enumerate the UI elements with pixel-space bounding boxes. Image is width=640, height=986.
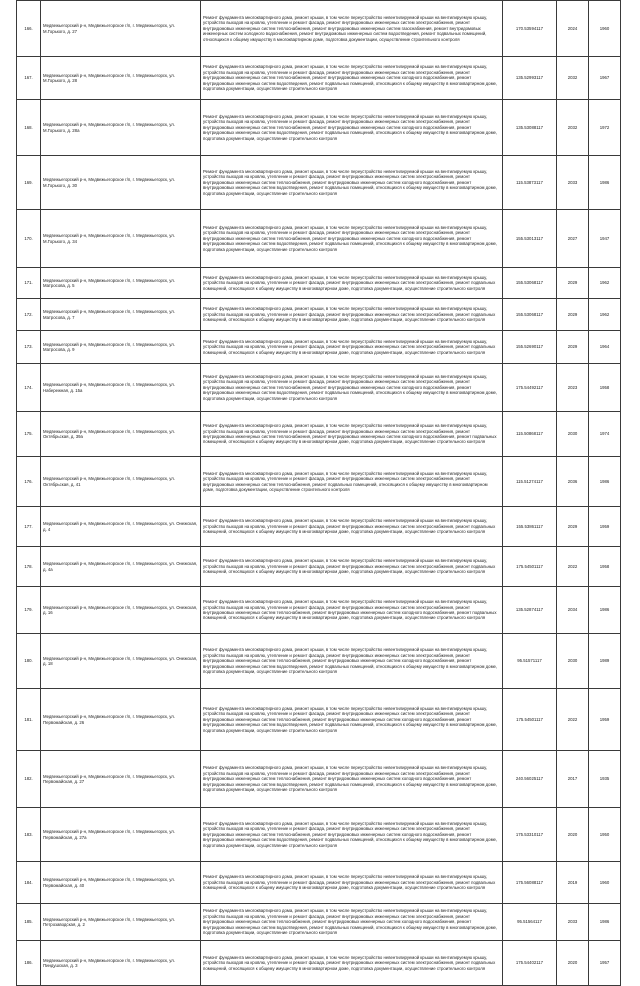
address-cell: Медвежьегорский р-н, Медвежьегорское г/п, г. Медвежьегорск, ул. Набережная, д. 15а <box>41 364 201 412</box>
planned-year-cell: 2032 <box>557 100 589 156</box>
works-description-cell: Ремонт фундамента многоквартирного дома, ремонт крыши, в том числе переустройство невентилируемой крыши на вентилируемую крышу, устройство выходов на кровлю, утепление и ремонт фасада, ремонт внутридомовых инженерных систем электроснабжения, ремонт подвальных помещений, относящихся к общему имуществу в многоквартирном доме, подготовка документации, осуществление строительного контроля <box>201 331 503 364</box>
row-number-cell: 173. <box>17 331 41 364</box>
works-description-cell: Ремонт фундамента многоквартирного дома, ремонт крыши, в том числе переустройство невентилируемой крыши на вентилируемую крышу, устройство выходов на кровлю, утепление и ремонт фасада, ремонт внутридомовых инженерных систем электроснабжения, ремонт внутридомовых инженерных систем теплоснабжения, ремонт подвальных помещений, относящихся к общему имуществу в многоквартирном доме, подготовка документации, осуществление строительного контроля <box>201 457 503 507</box>
cost-cell: 175.56088117 <box>503 862 557 904</box>
address-cell: Медвежьегорский р-н, Медвежьегорское г/п, г. Медвежьегорск, ул. Онежская, д. 18 <box>41 634 201 689</box>
cost-cell: 135.53088117 <box>503 100 557 156</box>
cost-cell: 155.52690117 <box>503 331 557 364</box>
works-description-cell: Ремонт фундамента многоквартирного дома, ремонт крыши, в том числе переустройство невентилируемой крыши на вентилируемую крышу, устройство выходов на кровлю, утепление и ремонт фасада, ремонт внутридомовых инженерных систем электроснабжения, ремонт внутридомовых инженерных систем теплоснабжения, ремонт внутридомовых инженерных систем холодного водоснабжения, ремонт подвальных помещений, относящихся к общему имуществу в многоквартирном доме, подготовка документации, осуществление строительного контроля <box>201 412 503 457</box>
cost-cell: 155.53861117 <box>503 507 557 547</box>
table-row <box>17 412 621 457</box>
works-description-cell: Ремонт фундамента многоквартирного дома, ремонт крыши, в том числе переустройство невентилируемой крыши на вентилируемую крышу, устройство выходов на кровлю, утепление и ремонт фасада, ремонт внутридомовых инженерных систем электроснабжения, ремонт подвальных помещений, относящихся к общему имуществу в многоквартирном доме, подготовка документации, осуществление строительного контроля <box>201 862 503 904</box>
address-cell: Медвежьегорский р-н, Медвежьегорское г/п, г. Медвежьегорск, ул. Пиндушская, д. 3 <box>41 941 201 986</box>
planned-year-cell: 2034 <box>557 587 589 634</box>
address-cell: Медвежьегорский р-н, Медвежьегорское г/п, г. Медвежьегорск, ул. Октябрьская, д. 41 <box>41 457 201 507</box>
works-description-cell: Ремонт фундамента многоквартирного дома, ремонт крыши, в том числе переустройство невентилируемой крыши на вентилируемую крышу, устройство выходов на кровлю, утепление и ремонт фасада, ремонт внутридомовых инженерных систем электроснабжения, ремонт подвальных помещений, относящихся к общему имуществу в многоквартирном доме, подготовка документации, осуществление строительного контроля <box>201 941 503 986</box>
works-description-cell: Ремонт фундамента многоквартирного дома, ремонт крыши, в том числе переустройство невентилируемой крыши на вентилируемую крышу, устройство выходов на кровлю, утепление и ремонт фасада, ремонт внутридомовых инженерных систем электроснабжения, ремонт внутридомовых инженерных систем теплоснабжения, ремонт внутридомовых инженерных систем холодного водоснабжения, ремонт внутридомовых инженерных систем водоотведения, ремонт подвальных помещений, относящихся к общему имуществу в многоквартирном доме, подготовка документации, осуществление строительного контроля <box>201 100 503 156</box>
table-row <box>17 1 621 57</box>
works-description-cell: Ремонт фундамента многоквартирного дома, ремонт крыши, в том числе переустройство невентилируемой крыши на вентилируемую крышу, устройство выходов на кровлю, утепление и ремонт фасада, ремонт внутридомовых инженерных систем электроснабжения, ремонт подвальных помещений, относящихся к общему имуществу в многоквартирном доме, подготовка документации, осуществление строительного контроля <box>201 299 503 331</box>
cost-cell: 155.53013117 <box>503 210 557 268</box>
table-row <box>17 457 621 507</box>
row-number-cell: 170. <box>17 210 41 268</box>
cost-cell: 115.51274117 <box>503 457 557 507</box>
address-cell: Медвежьегорский р-н, Медвежьегорское г/п, г. Медвежьегорск, ул. М.Горького, д. 28 <box>41 57 201 100</box>
table-row <box>17 587 621 634</box>
row-number-cell: 177. <box>17 507 41 547</box>
works-description-cell: Ремонт фундамента многоквартирного дома, ремонт крыши, в том числе переустройство невентилируемой крыши на вентилируемую крышу, устройство выходов на кровлю, утепление и ремонт фасада, ремонт внутридомовых инженерных систем электроснабжения, ремонт подвальных помещений, относящихся к общему имуществу в многоквартирном доме, подготовка документации, осуществление строительного контроля <box>201 507 503 547</box>
table-row <box>17 100 621 156</box>
row-number-cell: 176. <box>17 457 41 507</box>
cost-cell: 135.52874117 <box>503 587 557 634</box>
table-row <box>17 689 621 751</box>
row-number-cell: 172. <box>17 299 41 331</box>
build-year-cell: 1959 <box>589 507 621 547</box>
cost-cell: 170.53594117 <box>503 1 557 57</box>
address-cell: Медвежьегорский р-н, Медвежьегорское г/п, г. Медвежьегорск, ул. Первомайская, д. 27 <box>41 751 201 808</box>
cost-cell: 115.53873117 <box>503 156 557 210</box>
planned-year-cell: 2030 <box>557 634 589 689</box>
table-body <box>17 1 621 986</box>
build-year-cell: 1986 <box>589 587 621 634</box>
build-year-cell: 1962 <box>589 268 621 299</box>
build-year-cell: 1957 <box>589 941 621 986</box>
row-number-cell: 169. <box>17 156 41 210</box>
row-number-cell: 168. <box>17 100 41 156</box>
build-year-cell: 1964 <box>589 331 621 364</box>
cost-cell: 95.51564117 <box>503 904 557 941</box>
works-description-cell: Ремонт фундамента многоквартирного дома, ремонт крыши, в том числе переустройство невентилируемой крыши на вентилируемую крышу, устройство выходов на кровлю, утепление и ремонт фасада, ремонт внутридомовых инженерных систем электроснабжения, ремонт внутридомовых инженерных систем теплоснабжения, ремонт внутридомовых инженерных систем холодного водоснабжения, ремонт внутридомовых инженерных систем водоотведения, ремонт подвальных помещений, относящихся к общему имуществу в многоквартирном доме, подготовка документации, осуществление строительного контроля <box>201 751 503 808</box>
works-description-cell: Ремонт фундамента многоквартирного дома, ремонт крыши, в том числе переустройство невентилируемой крыши на вентилируемую крышу, устройство выходов на кровлю, утепление и ремонт фасада, ремонт внутридомовых инженерных систем электроснабжения, ремонт внутридомовых инженерных систем теплоснабжения, ремонт внутридомовых инженерных систем газоснабжения, ремонт внутридомовых инженерных систем холодного водоснабжения, ремонт внутридомовых инженерных систем водоотведения, ремонт подвальных помещений, относящихся к общему имуществу в многоквартирном доме, подготовка документации, осуществление строительного контроля <box>201 1 503 57</box>
build-year-cell: 1960 <box>589 1 621 57</box>
works-description-cell: Ремонт фундамента многоквартирного дома, ремонт крыши, в том числе переустройство невентилируемой крыши на вентилируемую крышу, устройство выходов на кровлю, утепление и ремонт фасада, ремонт внутридомовых инженерных систем электроснабжения, ремонт внутридомовых инженерных систем теплоснабжения, ремонт внутридомовых инженерных систем холодного водоснабжения, ремонт внутридомовых инженерных систем водоотведения, ремонт подвальных помещений, относящихся к общему имуществу в многоквартирном доме, подготовка документации, осуществление строительного контроля <box>201 634 503 689</box>
build-year-cell: 1962 <box>589 299 621 331</box>
planned-year-cell: 2029 <box>557 268 589 299</box>
build-year-cell: 1972 <box>589 100 621 156</box>
row-number-cell: 185. <box>17 904 41 941</box>
row-number-cell: 178. <box>17 547 41 587</box>
row-number-cell: 183. <box>17 808 41 862</box>
works-description-cell: Ремонт фундамента многоквартирного дома, ремонт крыши, в том числе переустройство невентилируемой крыши на вентилируемую крышу, устройство выходов на кровлю, утепление и ремонт фасада, ремонт внутридомовых инженерных систем электроснабжения, ремонт внутридомовых инженерных систем теплоснабжения, ремонт внутридомовых инженерных систем холодного водоснабжения, ремонт подвальных помещений, относящихся к общему имуществу в многоквартирном доме, подготовка документации, осуществление строительного контроля <box>201 587 503 634</box>
build-year-cell: 1947 <box>589 210 621 268</box>
cost-cell: 155.53068117 <box>503 268 557 299</box>
document-page <box>16 0 620 971</box>
row-number-cell: 179. <box>17 587 41 634</box>
build-year-cell: 1959 <box>589 689 621 751</box>
row-number-cell: 184. <box>17 862 41 904</box>
repair-schedule-table <box>16 0 621 986</box>
build-year-cell: 1960 <box>589 862 621 904</box>
address-cell: Медвежьегорский р-н, Медвежьегорское г/п, г. Медвежьегорск, ул. Онежская, д. 4а <box>41 547 201 587</box>
build-year-cell: 1986 <box>589 457 621 507</box>
works-description-cell: Ремонт фундамента многоквартирного дома, ремонт крыши, в том числе переустройство невентилируемой крыши на вентилируемую крышу, устройство выходов на кровлю, утепление и ремонт фасада, ремонт внутридомовых инженерных систем электроснабжения, ремонт подвальных помещений, относящихся к общему имуществу в многоквартирном доме, подготовка документации, осуществление строительного контроля <box>201 268 503 299</box>
table-row <box>17 331 621 364</box>
cost-cell: 155.53068117 <box>503 299 557 331</box>
planned-year-cell: 2036 <box>557 457 589 507</box>
cost-cell: 135.52993117 <box>503 57 557 100</box>
table-row <box>17 57 621 100</box>
planned-year-cell: 2019 <box>557 862 589 904</box>
row-number-cell: 186. <box>17 941 41 986</box>
planned-year-cell: 2023 <box>557 364 589 412</box>
works-description-cell: Ремонт фундамента многоквартирного дома, ремонт крыши, в том числе переустройство невентилируемой крыши на вентилируемую крышу, устройство выходов на кровлю, утепление и ремонт фасада, ремонт внутридомовых инженерных систем электроснабжения, ремонт подвальных помещений, относящихся к общему имуществу в многоквартирном доме, подготовка документации, осуществление строительного контроля <box>201 547 503 587</box>
works-description-cell: Ремонт фундамента многоквартирного дома, ремонт крыши, в том числе переустройство невентилируемой крыши на вентилируемую крышу, устройство выходов на кровлю, утепление и ремонт фасада, ремонт внутридомовых инженерных систем электроснабжения, ремонт внутридомовых инженерных систем теплоснабжения, ремонт внутридомовых инженерных систем холодного водоснабжения, ремонт внутридомовых инженерных систем водоотведения, ремонт подвальных помещений, относящихся к общему имуществу в многоквартирном доме, подготовка документации, осуществление строительного контроля <box>201 364 503 412</box>
planned-year-cell: 2022 <box>557 689 589 751</box>
cost-cell: 175.54492117 <box>503 364 557 412</box>
planned-year-cell: 2022 <box>557 547 589 587</box>
address-cell: Медвежьегорский р-н, Медвежьегорское г/п, г. Медвежьегорск, ул. М.Горького, д. 27 <box>41 1 201 57</box>
table-row <box>17 547 621 587</box>
row-number-cell: 167. <box>17 57 41 100</box>
build-year-cell: 1974 <box>589 412 621 457</box>
build-year-cell: 1935 <box>589 751 621 808</box>
planned-year-cell: 2033 <box>557 904 589 941</box>
planned-year-cell: 2020 <box>557 941 589 986</box>
table-row <box>17 862 621 904</box>
planned-year-cell: 2017 <box>557 751 589 808</box>
address-cell: Медвежьегорский р-н, Медвежьегорское г/п, г. Медвежьегорск, ул. Петрозаводская, д. 2 <box>41 904 201 941</box>
planned-year-cell: 2032 <box>557 57 589 100</box>
row-number-cell: 171. <box>17 268 41 299</box>
address-cell: Медвежьегорский р-н, Медвежьегорское г/п, г. Медвежьегорск, ул. Первомайская, д. 40 <box>41 862 201 904</box>
planned-year-cell: 2029 <box>557 331 589 364</box>
address-cell: Медвежьегорский р-н, Медвежьегорское г/п, г. Медвежьегорск, ул. Матросова, д. 5 <box>41 268 201 299</box>
table-row <box>17 507 621 547</box>
table-row <box>17 299 621 331</box>
table-row <box>17 751 621 808</box>
cost-cell: 175.54501117 <box>503 547 557 587</box>
table-row <box>17 156 621 210</box>
works-description-cell: Ремонт фундамента многоквартирного дома, ремонт крыши, в том числе переустройство невентилируемой крыши на вентилируемую крышу, устройство выходов на кровлю, утепление и ремонт фасада, ремонт внутридомовых инженерных систем электроснабжения, ремонт внутридомовых инженерных систем теплоснабжения, ремонт внутридомовых инженерных систем холодного водоснабжения, ремонт внутридомовых инженерных систем водоотведения, ремонт подвальных помещений, относящихся к общему имуществу в многоквартирном доме, подготовка документации, осуществление строительного контроля <box>201 689 503 751</box>
table-row <box>17 364 621 412</box>
planned-year-cell: 2030 <box>557 412 589 457</box>
row-number-cell: 174. <box>17 364 41 412</box>
row-number-cell: 180. <box>17 634 41 689</box>
planned-year-cell: 2033 <box>557 156 589 210</box>
address-cell: Медвежьегорский р-н, Медвежьегорское г/п, г. Медвежьегорск, ул. Матросова, д. 9 <box>41 331 201 364</box>
build-year-cell: 1950 <box>589 808 621 862</box>
cost-cell: 175.53310117 <box>503 808 557 862</box>
build-year-cell: 1986 <box>589 156 621 210</box>
works-description-cell: Ремонт фундамента многоквартирного дома, ремонт крыши, в том числе переустройство невентилируемой крыши на вентилируемую крышу, устройство выходов на кровлю, утепление и ремонт фасада, ремонт внутридомовых инженерных систем электроснабжения, ремонт внутридомовых инженерных систем теплоснабжения, ремонт внутридомовых инженерных систем холодного водоснабжения, ремонт внутридомовых инженерных систем водоотведения, ремонт подвальных помещений, относящихся к общему имуществу в многоквартирном доме, подготовка документации, осуществление строительного контроля <box>201 210 503 268</box>
cost-cell: 95.51571117 <box>503 634 557 689</box>
build-year-cell: 1958 <box>589 364 621 412</box>
address-cell: Медвежьегорский р-н, Медвежьегорское г/п, г. Медвежьегорск, ул. М.Горького, д. 34 <box>41 210 201 268</box>
planned-year-cell: 2029 <box>557 507 589 547</box>
planned-year-cell: 2024 <box>557 1 589 57</box>
planned-year-cell: 2020 <box>557 808 589 862</box>
works-description-cell: Ремонт фундамента многоквартирного дома, ремонт крыши, в том числе переустройство невентилируемой крыши на вентилируемую крышу, устройство выходов на кровлю, утепление и ремонт фасада, ремонт внутридомовых инженерных систем электроснабжения, ремонт внутридомовых инженерных систем теплоснабжения, ремонт внутридомовых инженерных систем холодного водоснабжения, ремонт внутридомовых инженерных систем водоотведения, ремонт подвальных помещений, относящихся к общему имуществу в многоквартирном доме, подготовка документации, осуществление строительного контроля <box>201 57 503 100</box>
table-row <box>17 904 621 941</box>
table-row <box>17 268 621 299</box>
cost-cell: 240.56025117 <box>503 751 557 808</box>
works-description-cell: Ремонт фундамента многоквартирного дома, ремонт крыши, в том числе переустройство невентилируемой крыши на вентилируемую крышу, устройство выходов на кровлю, утепление и ремонт фасада, ремонт внутридомовых инженерных систем электроснабжения, ремонт внутридомовых инженерных систем теплоснабжения, ремонт внутридомовых инженерных систем холодного водоснабжения, ремонт внутридомовых инженерных систем водоотведения, ремонт подвальных помещений, относящихся к общему имуществу в многоквартирном доме, подготовка документации, осуществление строительного контроля <box>201 156 503 210</box>
address-cell: Медвежьегорский р-н, Медвежьегорское г/п, г. Медвежьегорск, ул. М.Горького, д. 28а <box>41 100 201 156</box>
table-row <box>17 941 621 986</box>
table-row <box>17 808 621 862</box>
cost-cell: 175.54501117 <box>503 689 557 751</box>
address-cell: Медвежьегорский р-н, Медвежьегорское г/п, г. Медвежьегорск, ул. Первомайская, д. 27а <box>41 808 201 862</box>
build-year-cell: 1967 <box>589 57 621 100</box>
works-description-cell: Ремонт фундамента многоквартирного дома, ремонт крыши, в том числе переустройство невентилируемой крыши на вентилируемую крышу, устройство выходов на кровлю, утепление и ремонт фасада, ремонт внутридомовых инженерных систем электроснабжения, ремонт внутридомовых инженерных систем теплоснабжения, ремонт внутридомовых инженерных систем холодного водоснабжения, ремонт внутридомовых инженерных систем водоотведения, ремонт подвальных помещений, относящихся к общему имуществу в многоквартирном доме, подготовка документации, осуществление строительного контроля <box>201 904 503 941</box>
cost-cell: 175.54402117 <box>503 941 557 986</box>
build-year-cell: 1989 <box>589 634 621 689</box>
planned-year-cell: 2029 <box>557 299 589 331</box>
works-description-cell: Ремонт фундамента многоквартирного дома, ремонт крыши, в том числе переустройство невентилируемой крыши на вентилируемую крышу, устройство выходов на кровлю, утепление и ремонт фасада, ремонт внутридомовых инженерных систем электроснабжения, ремонт внутридомовых инженерных систем теплоснабжения, ремонт внутридомовых инженерных систем холодного водоснабжения, ремонт внутридомовых инженерных систем водоотведения, ремонт подвальных помещений, относящихся к общему имуществу в многоквартирном доме, подготовка документации, осуществление строительного контроля <box>201 808 503 862</box>
row-number-cell: 175. <box>17 412 41 457</box>
row-number-cell: 166. <box>17 1 41 57</box>
planned-year-cell: 2027 <box>557 210 589 268</box>
address-cell: Медвежьегорский р-н, Медвежьегорское г/п, г. Медвежьегорск, ул. Матросова, д. 7 <box>41 299 201 331</box>
build-year-cell: 1986 <box>589 904 621 941</box>
address-cell: Медвежьегорский р-н, Медвежьегорское г/п, г. Медвежьегорск, ул. Онежская, д. 16 <box>41 587 201 634</box>
table-row <box>17 634 621 689</box>
address-cell: Медвежьегорский р-н, Медвежьегорское г/п, г. Медвежьегорск, ул. Онежская, д. 4 <box>41 507 201 547</box>
build-year-cell: 1958 <box>589 547 621 587</box>
cost-cell: 115.50868117 <box>503 412 557 457</box>
address-cell: Медвежьегорский р-н, Медвежьегорское г/п, г. Медвежьегорск, ул. Первомайская, д. 26 <box>41 689 201 751</box>
table-row <box>17 210 621 268</box>
address-cell: Медвежьегорский р-н, Медвежьегорское г/п, г. Медвежьегорск, ул. Октябрьская, д. 39а <box>41 412 201 457</box>
address-cell: Медвежьегорский р-н, Медвежьегорское г/п, г. Медвежьегорск, ул. М.Горького, д. 30 <box>41 156 201 210</box>
row-number-cell: 181. <box>17 689 41 751</box>
row-number-cell: 182. <box>17 751 41 808</box>
